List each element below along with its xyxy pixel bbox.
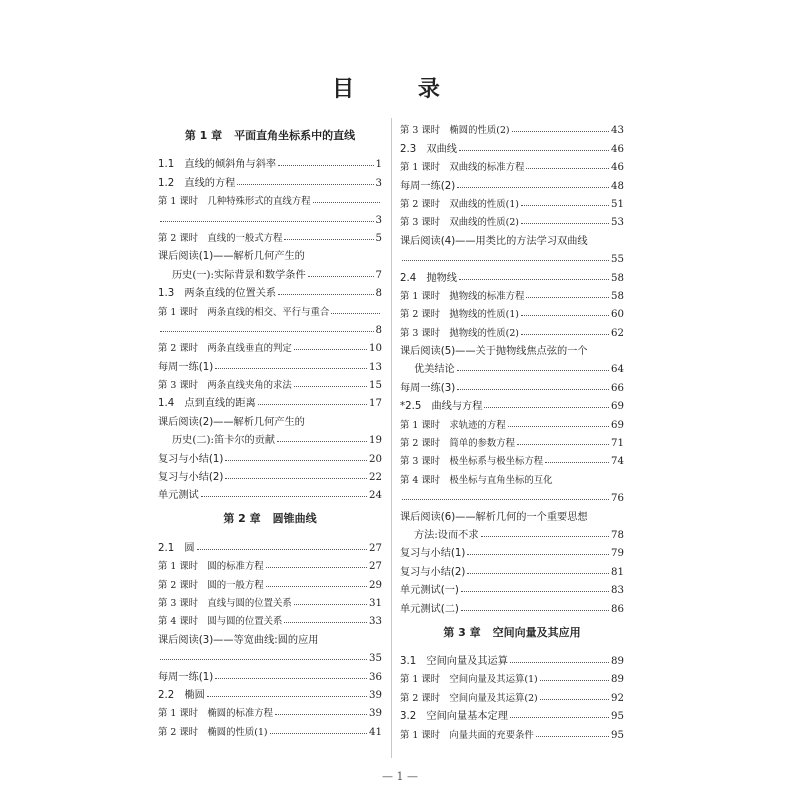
toc-page-number: 92: [611, 692, 624, 704]
toc-entry-label: 2.4 抛物线: [400, 272, 457, 284]
toc-entry-label: 第 1 课时 双曲线的标准方程: [400, 162, 525, 174]
toc-page-number: 53: [611, 217, 624, 229]
toc-entry[interactable]: [400, 284, 624, 302]
dot-leader: [197, 549, 367, 550]
toc-page-number: 19: [369, 435, 382, 447]
toc-page-number: 86: [611, 603, 624, 615]
toc-entry[interactable]: [400, 247, 624, 265]
dot-leader: [160, 221, 374, 222]
chapter-title: 平面直角坐标系中的直线: [234, 129, 356, 142]
toc-entry[interactable]: [400, 118, 624, 136]
dot-leader: [313, 202, 380, 203]
toc-page-number: 46: [611, 143, 624, 155]
dot-leader: [457, 370, 609, 371]
toc-page-number: 33: [369, 616, 382, 628]
toc-entry[interactable]: [158, 262, 382, 280]
toc-entry[interactable]: [158, 373, 382, 391]
toc-page-number: 35: [369, 653, 382, 665]
toc-entry[interactable]: [400, 722, 624, 740]
dot-leader: [521, 334, 609, 335]
toc-entry-label: 课后阅读(1)——解析几何产生的: [158, 251, 305, 263]
toc-page-number: 51: [611, 198, 624, 210]
dot-leader: [294, 604, 367, 605]
toc-entry[interactable]: [158, 152, 382, 170]
toc-entry[interactable]: [158, 701, 382, 719]
toc-page-number: 60: [611, 309, 624, 321]
dot-leader: [294, 386, 367, 387]
toc-entry[interactable]: [400, 320, 624, 338]
toc-page-number: 62: [611, 327, 624, 339]
toc-entry[interactable]: [158, 299, 382, 317]
toc-entry-label: 2.2 椭圆: [158, 689, 205, 701]
dot-leader: [467, 573, 609, 574]
toc-page-number: 58: [611, 272, 624, 284]
chapter-number: 第 3 章: [443, 625, 481, 639]
toc-page-number: 69: [611, 419, 624, 431]
toc-entry-label: 课后阅读(3)——等宽曲线:圆的应用: [158, 634, 319, 646]
toc-entry[interactable]: [400, 685, 624, 703]
toc-page-number: 17: [369, 398, 382, 410]
toc-page-number: 48: [611, 180, 624, 192]
dot-leader: [461, 591, 609, 592]
toc-entry-label: 第 1 课时 抛物线的标准方程: [400, 290, 525, 302]
dot-leader: [278, 294, 373, 295]
toc-page-number: 64: [611, 364, 624, 376]
toc-entry[interactable]: [158, 483, 382, 501]
toc-entry-label: 第 3 课时 极坐标系与极坐标方程: [400, 456, 544, 468]
toc-entry-label: 第 1 课时 椭圆的标准方程: [158, 708, 274, 720]
toc-entry[interactable]: [158, 354, 382, 372]
dot-leader: [521, 315, 609, 316]
dot-leader: [540, 680, 609, 681]
toc-entry-label: 优美结论: [414, 364, 455, 376]
toc-page-number: 31: [369, 597, 382, 609]
chapter-number: 第 2 章: [223, 512, 261, 526]
toc-entry[interactable]: [158, 465, 382, 483]
toc-entry-label: 1.1 直线的倾斜角与斜率: [158, 159, 277, 171]
toc-page-number: 81: [611, 566, 624, 578]
toc-page-number: 46: [611, 162, 624, 174]
dot-leader: [521, 223, 609, 224]
chapter-heading[interactable]: [158, 501, 382, 535]
toc-left-column: [158, 118, 382, 738]
chapter-heading[interactable]: [400, 615, 624, 649]
toc-entry[interactable]: [158, 391, 382, 409]
toc-page-number: 36: [369, 671, 382, 683]
toc-page-number: 83: [611, 585, 624, 597]
toc-page-number: 39: [369, 689, 382, 701]
toc-page-number: 55: [611, 254, 624, 266]
toc-entry-label: 第 1 课时 向量共面的充要条件: [400, 729, 534, 741]
toc-entry[interactable]: [158, 318, 382, 336]
toc-entry[interactable]: [400, 486, 624, 504]
toc-page-number: 74: [611, 456, 624, 468]
toc-page-number: 5: [375, 232, 382, 244]
dot-leader: [521, 205, 609, 206]
toc-entry-label: 每周一练(1): [158, 671, 214, 683]
toc-entry-label: 1.3 两条直线的位置关系: [158, 288, 277, 300]
toc-entry-label: 3.1 空间向量及其运算: [400, 655, 508, 667]
toc-entry-label: 第 3 课时 椭圆的性质(2): [400, 125, 510, 137]
dot-leader: [467, 554, 609, 555]
toc-entry-label: 第 1 课时 空间向量及其运算(1): [400, 674, 538, 686]
toc-entry-label: 每周一练(2): [400, 180, 456, 192]
toc-entry-label: 每周一练(1): [158, 361, 214, 373]
toc-entry[interactable]: [400, 339, 624, 357]
dot-leader: [481, 536, 609, 537]
toc-entry[interactable]: [400, 504, 624, 522]
dot-leader: [510, 717, 609, 718]
dot-leader: [402, 260, 609, 261]
toc-page-number: 95: [611, 729, 624, 741]
toc-entry[interactable]: [400, 136, 624, 154]
toc-page-number: 20: [369, 453, 382, 465]
toc-entry-label: 课后阅读(6)——解析几何的一个重要思想: [400, 511, 588, 523]
toc-page-number: 76: [611, 493, 624, 505]
dot-leader: [331, 313, 380, 314]
toc-page-number: 1: [375, 159, 382, 171]
dot-leader: [160, 331, 374, 332]
dot-leader: [459, 279, 609, 280]
toc-page-number: 78: [611, 529, 624, 541]
toc-entry[interactable]: [400, 265, 624, 283]
toc-page-number: 27: [369, 561, 382, 573]
toc-entry[interactable]: [158, 428, 382, 446]
toc-entry-label: 复习与小结(1): [400, 548, 466, 560]
toc-entry-label: 1.2 直线的方程: [158, 177, 236, 189]
toc-entry-label: 第 1 课时 两条直线的相交、平行与重合: [158, 306, 330, 318]
chapter-title: 圆锥曲线: [272, 512, 317, 526]
toc-entry-label: 单元测试(二): [400, 603, 459, 615]
toc-page-number: 39: [369, 708, 382, 720]
toc-entry-label: 第 2 课时 空间向量及其运算(2): [400, 692, 538, 704]
column-divider: [391, 118, 392, 758]
toc-entry-label: 课后阅读(4)——用类比的方法学习双曲线: [400, 235, 588, 247]
dot-leader: [510, 662, 609, 663]
toc-entry[interactable]: [158, 572, 382, 590]
dot-leader: [215, 678, 367, 679]
toc-entry-label: 每周一练(3): [400, 382, 456, 394]
dot-leader: [270, 733, 367, 734]
toc-entry[interactable]: [400, 559, 624, 577]
toc-page-number: 8: [375, 288, 382, 300]
toc-entry[interactable]: [158, 189, 382, 207]
toc-entry[interactable]: [158, 446, 382, 464]
dot-leader: [160, 659, 367, 660]
chapter-heading[interactable]: [158, 118, 382, 152]
toc-entry[interactable]: [158, 719, 382, 737]
toc-page-number: 58: [611, 290, 624, 302]
toc-entry-label: 第 2 课时 抛物线的性质(1): [400, 309, 519, 321]
toc-entry[interactable]: [400, 210, 624, 228]
dot-leader: [225, 478, 367, 479]
dot-leader: [526, 168, 609, 169]
toc-page-number: 89: [611, 655, 624, 667]
toc-page-number: 95: [611, 711, 624, 723]
toc-entry-label: 单元测试: [158, 490, 199, 502]
toc-entry-label: 3.2 空间向量基本定理: [400, 711, 508, 723]
toc-entry[interactable]: [158, 535, 382, 553]
toc-entry[interactable]: [158, 207, 382, 225]
toc-entry-label: 第 2 课时 简单的参数方程: [400, 438, 516, 450]
toc-entry-label: 2.1 圆: [158, 542, 195, 554]
dot-leader: [536, 736, 609, 737]
toc-page-number: 69: [611, 401, 624, 413]
toc-entry-label: 历史(二):笛卡尔的贡献: [172, 435, 276, 447]
dot-leader: [540, 699, 609, 700]
toc-page-number: 13: [369, 361, 382, 373]
toc-page-number: 43: [611, 125, 624, 137]
toc-entry-label: 课后阅读(5)——关于抛物线焦点弦的一个: [400, 346, 588, 358]
toc-entry-label: 第 3 课时 两条直线夹角的求法: [158, 380, 292, 392]
toc-page-number: 7: [375, 269, 382, 281]
dot-leader: [526, 297, 609, 298]
toc-entry-label: 第 2 课时 椭圆的性质(1): [158, 726, 268, 738]
toc-entry[interactable]: [400, 302, 624, 320]
dot-leader: [215, 368, 367, 369]
toc-entry-label: 第 1 课时 几种特殊形式的直线方程: [158, 196, 311, 208]
toc-page-number: 29: [369, 579, 382, 591]
dot-leader: [266, 586, 367, 587]
toc-entry-label: *2.5 曲线与方程: [400, 401, 483, 413]
toc-entry-label: 第 2 课时 两条直线垂直的判定: [158, 343, 292, 355]
toc-right-column: [400, 118, 624, 741]
dot-leader: [457, 389, 609, 390]
toc-entry-label: 2.3 双曲线: [400, 143, 457, 155]
toc-entry[interactable]: [400, 412, 624, 430]
dot-leader: [284, 622, 367, 623]
toc-entry[interactable]: [400, 541, 624, 559]
toc-entry[interactable]: [400, 173, 624, 191]
toc-entry[interactable]: [158, 554, 382, 572]
dot-leader: [294, 349, 367, 350]
dot-leader: [277, 441, 367, 442]
toc-entry-label: 方法:设而不求: [414, 529, 479, 541]
dot-leader: [512, 131, 609, 132]
dot-leader: [207, 696, 367, 697]
dot-leader: [266, 567, 367, 568]
toc-entry-label: 第 3 课时 直线与圆的位置关系: [158, 597, 292, 609]
toc-entry-label: 第 1 课时 圆的标准方程: [158, 561, 264, 573]
toc-entry[interactable]: [400, 449, 624, 467]
toc-entry[interactable]: [400, 394, 624, 412]
toc-entry[interactable]: [158, 683, 382, 701]
toc-entry[interactable]: [158, 609, 382, 627]
toc-page-number: 15: [369, 380, 382, 392]
toc-entry-label: 复习与小结(2): [400, 566, 466, 578]
toc-entry-label: 第 3 课时 双曲线的性质(2): [400, 217, 519, 229]
chapter-title: 空间向量及其应用: [492, 625, 581, 639]
page-title: 目 录: [332, 76, 468, 102]
toc-page-number: 66: [611, 382, 624, 394]
dot-leader: [457, 187, 609, 188]
toc-entry[interactable]: [400, 704, 624, 722]
dot-leader: [225, 460, 367, 461]
dot-leader: [237, 184, 373, 185]
toc-entry-label: 第 3 课时 抛物线的性质(2): [400, 327, 519, 339]
toc-entry[interactable]: [400, 228, 624, 246]
dot-leader: [517, 444, 609, 445]
toc-entry[interactable]: [158, 170, 382, 188]
toc-page-number: 8: [375, 324, 382, 336]
dot-leader: [275, 714, 367, 715]
toc-entry-label: 复习与小结(2): [158, 472, 224, 484]
toc-entry[interactable]: [158, 627, 382, 645]
toc-page-number: 89: [611, 674, 624, 686]
toc-entry-label: 历史(一):实际背景和数学条件: [172, 269, 306, 281]
toc-entry[interactable]: [158, 646, 382, 664]
toc-entry-label: 单元测试(一): [400, 585, 459, 597]
toc-page-number: 10: [369, 343, 382, 355]
dot-leader: [308, 276, 374, 277]
toc-entry-label: 第 2 课时 直线的一般式方程: [158, 232, 283, 244]
dot-leader: [459, 150, 609, 151]
toc-entry-label: 复习与小结(1): [158, 453, 224, 465]
toc-entry[interactable]: [400, 523, 624, 541]
toc-entry[interactable]: [400, 192, 624, 210]
toc-entry[interactable]: [400, 467, 624, 485]
toc-entry[interactable]: [158, 591, 382, 609]
toc-entry[interactable]: [158, 409, 382, 427]
toc-entry[interactable]: [158, 336, 382, 354]
toc-entry-label: 第 2 课时 圆的一般方程: [158, 579, 264, 591]
toc-entry[interactable]: [158, 281, 382, 299]
toc-entry[interactable]: [400, 357, 624, 375]
toc-entry-label: 第 4 课时 圆与圆的位置关系: [158, 616, 283, 628]
toc-entry-label: 1.4 点到直线的距离: [158, 398, 256, 410]
toc-entry[interactable]: [400, 667, 624, 685]
toc-page-number: 41: [369, 726, 382, 738]
toc-page-number: 22: [369, 472, 382, 484]
dot-leader: [484, 407, 609, 408]
toc-entry[interactable]: [400, 375, 624, 393]
toc-entry[interactable]: [158, 664, 382, 682]
toc-entry[interactable]: [158, 244, 382, 262]
chapter-number: 第 1 章: [184, 129, 223, 142]
toc-page-number: 71: [611, 438, 624, 450]
dot-leader: [258, 404, 367, 405]
toc-page-number: 3: [375, 177, 382, 189]
toc-page-number: 3: [375, 214, 382, 226]
dot-leader: [461, 610, 609, 611]
dot-leader: [508, 426, 609, 427]
dot-leader: [284, 239, 373, 240]
page-number: — 1 —: [382, 770, 418, 783]
toc-entry[interactable]: [158, 226, 382, 244]
toc-entry[interactable]: [400, 578, 624, 596]
toc-entry-label: 第 4 课时 极坐标与直角坐标的互化: [400, 474, 553, 486]
toc-entry[interactable]: [400, 431, 624, 449]
toc-entry[interactable]: [400, 649, 624, 667]
dot-leader: [278, 165, 373, 166]
toc-page-number: 79: [611, 548, 624, 560]
toc-entry-label: 第 1 课时 求轨迹的方程: [400, 419, 506, 431]
dot-leader: [201, 496, 367, 497]
toc-entry-label: 第 2 课时 双曲线的性质(1): [400, 198, 519, 210]
dot-leader: [402, 499, 609, 500]
dot-leader: [545, 462, 609, 463]
toc-page-number: 27: [369, 542, 382, 554]
toc-page-number: 24: [369, 490, 382, 502]
toc-entry[interactable]: [400, 155, 624, 173]
toc-entry[interactable]: [400, 596, 624, 614]
toc-entry-label: 课后阅读(2)——解析几何产生的: [158, 416, 305, 428]
